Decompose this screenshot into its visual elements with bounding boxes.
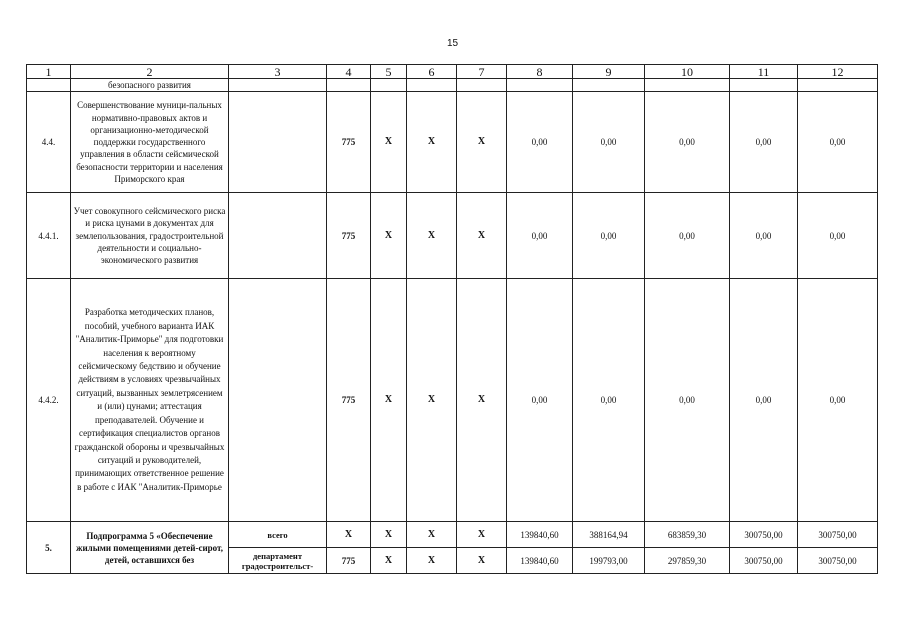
row-executor: всего [229,522,327,548]
table-row [27,193,878,279]
row-description: Учет совокупного сейсмического риска и риска цунами в документах для землепользования, градостроительной деятельности и социально-экономического развития [71,193,229,279]
cell-c6: X [407,548,457,574]
cell-c8: 0,00 [507,193,573,279]
cell-c5: X [371,522,407,548]
cell-c9: 199793,00 [573,548,645,574]
header-cell: 6 [407,65,457,79]
cell-c10: 0,00 [645,193,730,279]
header-cell: 9 [573,65,645,79]
cell-c6: X [407,279,457,522]
cell-c4: X [327,522,371,548]
header-cell: 12 [798,65,878,79]
header-cell: 2 [71,65,229,79]
header-cell: 10 [645,65,730,79]
cell-c12: 300750,00 [798,548,878,574]
table-row [27,92,878,193]
cell-c4: 775 [327,279,371,522]
header-cell: 1 [27,65,71,79]
continuation-row [27,79,878,92]
cell-c11: 0,00 [730,279,798,522]
cell-c11: 300750,00 [730,548,798,574]
cell-c6: X [407,522,457,548]
cell-c11: 300750,00 [730,522,798,548]
cell-c12: 0,00 [798,279,878,522]
row-executor: департамент градостроительст- [229,548,327,574]
header-cell: 11 [730,65,798,79]
cell-c7: X [457,522,507,548]
cell-c12: 300750,00 [798,522,878,548]
program-row-total [27,522,878,548]
cell-c9: 0,00 [573,279,645,522]
row-number: 4.4. [27,92,71,193]
program-number: 5. [27,522,71,574]
row-description: Разработка методических планов, пособий, учебного варианта ИАК "Аналитик-Приморье" для подготовки населения к вероятному сейсмическому бедствию и обучение действиям в условиях чрезвычайных ситуаций, вызванных землетрясением и (или) цунами; аттестация преподавателей. Обучение и сертификация специалистов органов гражданской обороны и чрезвычайных ситуаций и руководителей, принимающих ответственное решение в работе с ИАК "Аналитик-Приморье [71,279,229,522]
cell-c10: 0,00 [645,279,730,522]
cell-c6: X [407,193,457,279]
cell-c10: 0,00 [645,92,730,193]
row-executor [229,193,327,279]
cell-c10: 683859,30 [645,522,730,548]
header-cell: 3 [229,65,327,79]
row-executor [229,92,327,193]
cell-c12: 0,00 [798,193,878,279]
continuation-text: безопасного развития [71,79,229,92]
cell-c8: 0,00 [507,92,573,193]
row-executor [229,279,327,522]
header-cell: 8 [507,65,573,79]
cell-c4: 775 [327,548,371,574]
cell-c11: 0,00 [730,92,798,193]
program-title: Подпрограмма 5 «Обеспечение жилыми помещениями детей-сирот, детей, оставшихся без [71,522,229,574]
cell-c5: X [371,92,407,193]
row-description: Совершенствование муници-пальных нормативно-правовых актов и организационно-методической поддержки государственного управления в области сейсмической безопасности территории и населения Приморского края [71,92,229,193]
cell-c4: 775 [327,92,371,193]
cell-c7: X [457,193,507,279]
program-table [26,64,878,574]
cell-c8: 0,00 [507,279,573,522]
cell-c8: 139840,60 [507,522,573,548]
cell-c9: 0,00 [573,193,645,279]
cell-c7: X [457,548,507,574]
cell-c5: X [371,548,407,574]
header-cell: 4 [327,65,371,79]
header-cell: 7 [457,65,507,79]
row-number: 4.4.2. [27,279,71,522]
cell-c9: 0,00 [573,92,645,193]
row-number: 4.4.1. [27,193,71,279]
cell-c10: 297859,30 [645,548,730,574]
cell-c9: 388164,94 [573,522,645,548]
header-row [27,65,878,79]
cell-c5: X [371,279,407,522]
page-number: 15 [446,38,459,49]
cell-c5: X [371,193,407,279]
cell-c7: X [457,279,507,522]
cell-c12: 0,00 [798,92,878,193]
cell-c7: X [457,92,507,193]
cell-c11: 0,00 [730,193,798,279]
header-cell: 5 [371,65,407,79]
table-row [27,279,878,522]
cell-c4: 775 [327,193,371,279]
cell-c8: 139840,60 [507,548,573,574]
cell-c6: X [407,92,457,193]
